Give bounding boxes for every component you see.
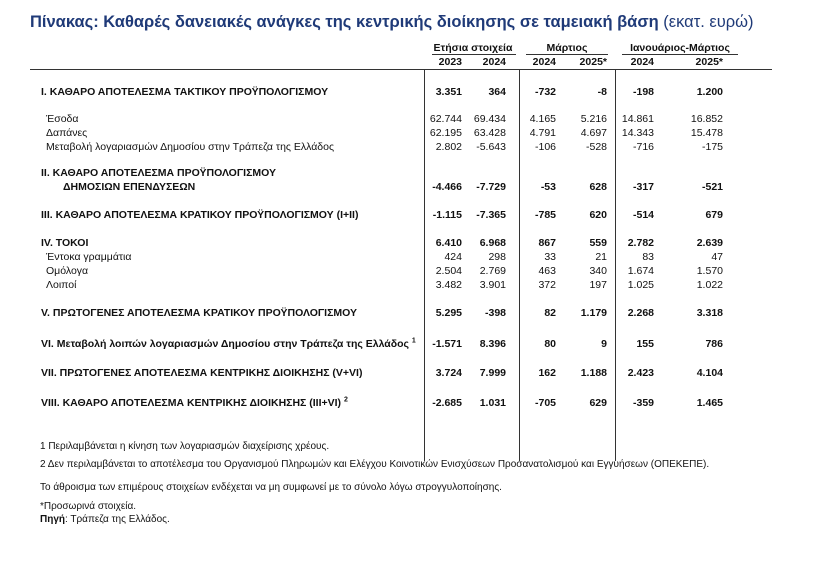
row-label-text: VIII. ΚΑΘΑΡΟ ΑΠΟΤΕΛΕΣΜΑ ΚΕΝΤΡΙΚΗΣ ΔΙΟΙΚΗΣΗΣ (III+VI) <box>41 397 342 409</box>
table-row <box>0 237 742 249</box>
table-cell: 1.179 <box>580 307 607 319</box>
row-label <box>41 338 416 350</box>
year-col-2: 2024 <box>482 56 506 68</box>
row-label-text: ΔΗΜΟΣΙΩΝ ΕΠΕΝΔΥΣΕΩΝ <box>63 181 196 193</box>
table-cell: 14.343 <box>621 127 654 139</box>
table-cell: -4.466 <box>432 181 462 193</box>
table-cell: 9 <box>601 338 607 350</box>
table-cell: 463 <box>538 265 556 277</box>
header-underline-march <box>526 54 608 55</box>
footnote-marker: 2 <box>343 396 348 404</box>
table-cell: 7.999 <box>479 367 506 379</box>
table-cell: -732 <box>534 86 556 98</box>
table-cell: 162 <box>538 367 556 379</box>
table-cell: 424 <box>444 251 462 263</box>
header-underline-annual <box>432 54 516 55</box>
table-row <box>0 209 742 221</box>
table-cell: -514 <box>632 209 654 221</box>
table-cell: 2.769 <box>479 265 506 277</box>
row-label <box>63 181 195 193</box>
table-cell: -1.115 <box>432 209 462 221</box>
table-cell: -398 <box>484 307 506 319</box>
table-cell: 1.200 <box>696 86 723 98</box>
row-label-text: I. ΚΑΘΑΡΟ ΑΠΟΤΕΛΕΣΜΑ ΤΑΚΤΙΚΟΥ ΠΡΟΫΠΟΛΟΓΙΣΜΟΥ <box>41 86 329 98</box>
table-cell: 33 <box>544 251 556 263</box>
table-cell: 867 <box>538 237 556 249</box>
table-cell: 80 <box>544 338 556 350</box>
table-cell: 372 <box>538 279 556 291</box>
table-cell: 4.165 <box>529 113 556 125</box>
year-col-4: 2025* <box>579 56 607 68</box>
row-label <box>46 127 87 139</box>
row-label <box>41 167 276 179</box>
table-row <box>0 397 742 409</box>
table-title <box>30 13 754 32</box>
table-cell: 14.861 <box>621 113 654 125</box>
provisional-note: *Προσωρινά στοιχεία. <box>40 501 137 512</box>
table-cell: 5.295 <box>435 307 462 319</box>
row-label <box>41 209 358 221</box>
table-cell: 4.104 <box>696 367 723 379</box>
table-cell: -7.365 <box>476 209 506 221</box>
table-cell: 620 <box>589 209 607 221</box>
table-cell: 4.791 <box>529 127 556 139</box>
row-label-text: III. ΚΑΘΑΡΟ ΑΠΟΤΕΛΕΣΜΑ ΚΡΑΤΙΚΟΥ ΠΡΟΫΠΟΛΟΓΙΣΜΟΥ (I+II) <box>41 209 359 221</box>
table-row <box>0 338 742 350</box>
table-cell: 62.744 <box>429 113 462 125</box>
table-cell: 21 <box>595 251 607 263</box>
table-row <box>0 86 742 98</box>
row-label-text: Δαπάνες <box>46 127 88 139</box>
table-row <box>0 251 742 263</box>
table-cell: 298 <box>488 251 506 263</box>
table-row <box>0 113 742 125</box>
table-row <box>0 279 742 291</box>
row-label <box>41 367 362 379</box>
row-label <box>46 113 78 125</box>
rounding-note: Το άθροισμα των επιμέρους στοιχείων ενδέχεται να μη συμφωνεί με το σύνολο λόγω στρογγυλοποίησης. <box>40 482 502 493</box>
table-cell: 3.318 <box>696 307 723 319</box>
row-label <box>46 141 334 153</box>
table-cell: 364 <box>488 86 506 98</box>
table-cell: -716 <box>632 141 654 153</box>
row-label <box>41 397 348 409</box>
table-cell: 83 <box>642 251 654 263</box>
title-unit: (εκατ. ευρώ) <box>658 13 754 31</box>
row-label-text: II. ΚΑΘΑΡΟ ΑΠΟΤΕΛΕΣΜΑ ΠΡΟΫΠΟΛΟΓΙΣΜΟΥ <box>41 167 276 179</box>
table-cell: 1.022 <box>696 279 723 291</box>
table-cell: -317 <box>632 181 654 193</box>
row-label-text: Μεταβολή λογαριασμών Δημοσίου στην Τράπεζα της Ελλάδος <box>46 141 335 153</box>
table-row <box>0 307 742 319</box>
table-row <box>0 367 742 379</box>
footnote-marker: 1 <box>411 337 416 345</box>
table-cell: 5.216 <box>580 113 607 125</box>
row-label <box>41 237 88 249</box>
table-row <box>0 141 742 153</box>
table-cell: -1.571 <box>432 338 462 350</box>
table-cell: 47 <box>711 251 723 263</box>
table-row <box>0 127 742 139</box>
table-cell: 628 <box>589 181 607 193</box>
row-label-text: V. ΠΡΩΤΟΓΕΝΕΣ ΑΠΟΤΕΛΕΣΜΑ ΚΡΑΤΙΚΟΥ ΠΡΟΫΠΟΛΟΓΙΣΜΟΥ <box>41 307 358 319</box>
table-cell: -175 <box>701 141 723 153</box>
header-group-jan-march: Ιανουάριος-Μάρτιος <box>630 42 730 54</box>
table-cell: -2.685 <box>432 397 462 409</box>
table-cell: 15.478 <box>690 127 723 139</box>
table-cell: 3.901 <box>479 279 506 291</box>
table-cell: 3.724 <box>435 367 462 379</box>
table-cell: -198 <box>632 86 654 98</box>
table-cell: -8 <box>597 86 607 98</box>
table-row <box>0 265 742 277</box>
table-cell: 2.504 <box>435 265 462 277</box>
table-cell: 6.410 <box>435 237 462 249</box>
table-cell: 1.025 <box>627 279 654 291</box>
table-cell: 69.434 <box>473 113 506 125</box>
row-label-text: Λοιποί <box>46 279 77 291</box>
table-cell: 2.802 <box>435 141 462 153</box>
table-cell: 16.852 <box>690 113 723 125</box>
row-label <box>46 279 76 291</box>
footnote-1: 1 Περιλαμβάνεται η κίνηση των λογαριασμών διαχείρισης χρέους. <box>40 441 330 452</box>
title-main: Πίνακας: Καθαρές δανειακές ανάγκες της κεντρικής διοίκησης σε ταμειακή βάση <box>30 13 659 31</box>
table-cell: 2.639 <box>696 237 723 249</box>
table-cell: -53 <box>540 181 556 193</box>
row-label-text: VI. Μεταβολή λοιπών λογαριασμών Δημοσίου στην Τράπεζα της Ελλάδος <box>41 338 409 350</box>
header-group-march: Μάρτιος <box>546 42 588 54</box>
table-cell: -106 <box>534 141 556 153</box>
row-label-text: Έσοδα <box>46 113 79 125</box>
row-label <box>46 265 88 277</box>
source-text: : Τράπεζα της Ελλάδος. <box>65 514 170 525</box>
table-cell: 63.428 <box>473 127 506 139</box>
year-col-6: 2025* <box>695 56 723 68</box>
table-cell: 1.674 <box>627 265 654 277</box>
row-label <box>41 307 357 319</box>
table-cell: 82 <box>544 307 556 319</box>
table-cell: 8.396 <box>479 338 506 350</box>
table-cell: 3.482 <box>435 279 462 291</box>
table-cell: 155 <box>636 338 654 350</box>
row-label-text: VII. ΠΡΩΤΟΓΕΝΕΣ ΑΠΟΤΕΛΕΣΜΑ ΚΕΝΤΡΙΚΗΣ ΔΙΟΙΚΗΣΗΣ (V+VI) <box>41 367 363 379</box>
table-cell: 679 <box>705 209 723 221</box>
table-cell: 197 <box>589 279 607 291</box>
row-label <box>46 251 131 263</box>
table-cell: -785 <box>534 209 556 221</box>
table-cell: -528 <box>585 141 607 153</box>
table-cell: 3.351 <box>435 86 462 98</box>
table-cell: -7.729 <box>476 181 506 193</box>
table-cell: -359 <box>632 397 654 409</box>
table-cell: -705 <box>534 397 556 409</box>
table-cell: 786 <box>705 338 723 350</box>
year-col-3: 2024 <box>532 56 556 68</box>
row-label <box>41 86 328 98</box>
row-label-text: IV. ΤΟΚΟΙ <box>41 237 89 249</box>
table-cell: 2.782 <box>627 237 654 249</box>
table-row <box>0 181 742 193</box>
row-label-text: Ομόλογα <box>46 265 89 277</box>
table-cell: 629 <box>589 397 607 409</box>
table-cell: 4.697 <box>580 127 607 139</box>
year-col-5: 2024 <box>630 56 654 68</box>
header-group-annual: Ετήσια στοιχεία <box>433 42 513 54</box>
row-label-text: Έντοκα γραμμάτια <box>46 251 132 263</box>
table-cell: 1.465 <box>696 397 723 409</box>
year-col-1: 2023 <box>438 56 462 68</box>
table-cell: -521 <box>701 181 723 193</box>
table-cell: 62.195 <box>429 127 462 139</box>
source-note <box>40 514 170 525</box>
table-cell: -5.643 <box>476 141 506 153</box>
table-cell: 2.423 <box>627 367 654 379</box>
table-row <box>0 167 742 179</box>
source-label: Πηγή <box>40 514 65 525</box>
table-cell: 2.268 <box>627 307 654 319</box>
table-cell: 340 <box>589 265 607 277</box>
table-cell: 6.968 <box>479 237 506 249</box>
header-bottom-rule <box>30 69 772 70</box>
table-cell: 1.031 <box>479 397 506 409</box>
header-underline-jan-march <box>622 54 738 55</box>
table-cell: 1.570 <box>696 265 723 277</box>
footnote-2: 2 Δεν περιλαμβάνεται το αποτέλεσμα του Οργανισμού Πληρωμών και Ελέγχου Κοινοτικών Ενισχύσεων Προσανατολισμού και Εγγυήσεων (ΟΠΕΚΕΠΕ). <box>40 459 710 470</box>
table-cell: 559 <box>589 237 607 249</box>
table-cell: 1.188 <box>580 367 607 379</box>
